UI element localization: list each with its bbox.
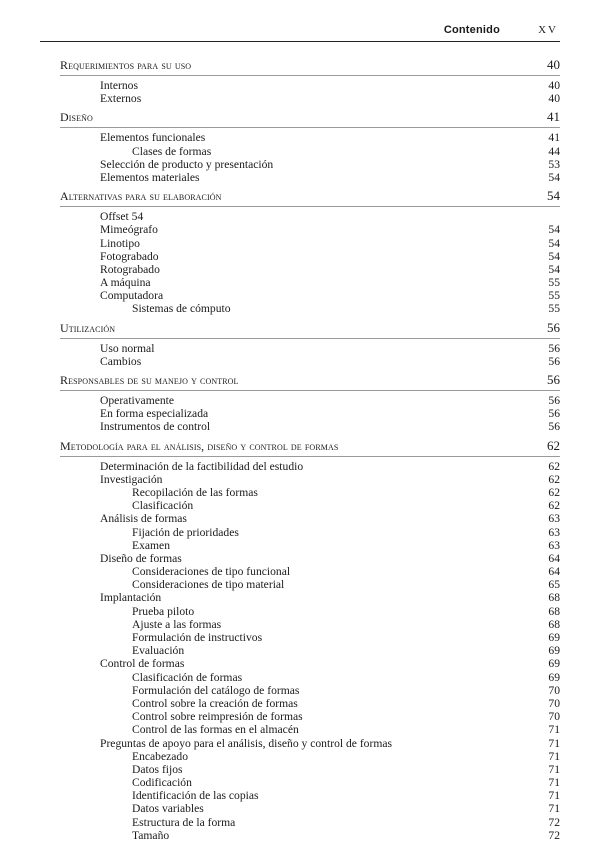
toc-entry[interactable] [60,776,560,789]
toc-entry-label: Tamaño [132,828,170,842]
toc-entry-label: Consideraciones de tipo material [132,578,285,592]
toc-section [60,57,560,105]
toc-page-number: 71 [548,789,560,803]
toc-section-heading[interactable] [60,109,560,125]
toc-entry-label: Sistemas de cómputo [132,302,231,316]
toc-entry[interactable] [60,684,560,697]
toc-page-number: 54 [547,188,560,204]
toc-entry-label: Uso normal [100,341,155,355]
toc-entry[interactable] [60,552,560,565]
toc-entry-label: A máquina [100,276,151,290]
toc-page-number: 71 [548,802,560,816]
running-header [58,22,560,40]
toc-section-title: Diseño [60,110,93,125]
toc-entry-label: Computadora [100,289,164,303]
toc-page-number: 54 [548,262,560,276]
toc-entry-label: Prueba piloto [132,604,195,618]
toc-entry-label: Determinación de la factibilidad del estudio [100,459,304,473]
toc-page-number: 62 [547,437,560,453]
toc-entry-label: Encabezado [132,749,188,763]
toc-page-number: 65 [548,578,560,592]
toc-entry[interactable] [60,420,560,433]
toc-entry-label: Control sobre la creación de formas [132,696,298,710]
toc-entry-label: Cambios [100,354,142,368]
toc-page-number: 71 [548,736,560,750]
toc-section [60,438,560,842]
toc-page-number: 55 [548,276,560,290]
toc-entry[interactable] [60,79,560,92]
toc-page-number: 56 [548,394,560,407]
toc-page-number: 40 [548,79,560,92]
toc-page-number: 69 [548,670,560,684]
toc-entry[interactable] [60,486,560,499]
toc-entry-label: En forma especializada [100,407,209,421]
page-number: XV [538,24,558,36]
toc-entry[interactable] [60,539,560,552]
toc-entry[interactable] [60,526,560,539]
toc-entry-label: Identificación de las copias [132,789,259,803]
toc-page-number: 62 [548,459,560,473]
toc-entry-label: Recopilación de las formas [132,485,258,499]
toc-entry-label: Offset 54 [100,210,144,224]
toc-page-number: 71 [548,723,560,737]
toc-entry[interactable] [60,763,560,776]
toc-entry[interactable] [60,302,560,315]
toc-section-heading[interactable] [60,57,560,73]
toc-entry[interactable] [60,276,560,289]
toc-page-number: 68 [548,617,560,631]
toc-page-number: 54 [548,170,560,184]
running-header-title: Contenido [443,24,500,36]
toc-section-title: Requerimientos para su uso [60,58,192,72]
toc-page-number: 56 [547,372,560,387]
toc-page-number: 62 [548,499,560,513]
toc-page-number: 70 [548,696,560,710]
toc-entry[interactable] [60,355,560,368]
toc-entry-label: Control sobre reimpresión de formas [132,710,303,724]
toc-entry[interactable] [60,394,560,407]
toc-page-number: 72 [548,815,560,829]
toc-entry[interactable] [60,644,560,657]
section-divider [60,127,560,128]
toc-entry[interactable] [60,289,560,302]
toc-entry[interactable] [60,237,560,250]
toc-page-number: 55 [548,289,560,303]
toc-entry-label: Examen [132,538,170,552]
toc-page-number: 71 [548,749,560,763]
toc-entry-label: Datos variables [132,802,204,816]
toc-page-number: 64 [548,551,560,565]
toc-entry-label: Operativamente [100,394,175,407]
toc-entry-label: Ajuste a las formas [132,617,222,631]
toc-entry-label: Estructura de la forma [132,815,236,829]
toc-section [60,188,560,316]
toc-entry[interactable] [60,171,560,184]
toc-page-number: 56 [548,407,560,421]
toc-entry-label: Fotograbado [100,249,159,263]
toc-entry-label: Elementos materiales [100,170,200,184]
toc-section-title: Metodología para el análisis, diseño y control de formas [60,438,339,453]
toc-page-number: 71 [548,776,560,790]
toc-section-heading[interactable] [60,320,560,336]
toc-entry-label: Análisis de formas [100,512,187,526]
toc-entry-label: Implantación [100,591,162,605]
toc-page-number: 72 [548,828,560,842]
toc-page-number: 63 [548,525,560,539]
toc-entry-label: Formulación del catálogo de formas [132,683,300,697]
toc-section [60,320,560,368]
toc-entry[interactable] [60,657,560,670]
toc-entry[interactable] [60,131,560,144]
toc-entry-label: Preguntas de apoyo para el análisis, diseño y control de formas [100,736,393,750]
toc-page-number: 44 [548,144,560,158]
toc-page-number: 69 [548,631,560,644]
toc-section-title: Responsables de su manejo y control [60,373,239,387]
section-divider [60,390,560,391]
toc-entry-label: Investigación [100,472,163,486]
toc-page-number: 69 [548,657,560,671]
toc-page-number: 54 [548,223,560,237]
toc-section-title: Utilización [60,320,116,335]
toc-entry[interactable] [60,407,560,420]
toc-page-number: 56 [548,354,560,368]
header-rule [40,41,560,42]
toc-entry-label: Mimeógrafo [100,223,158,237]
toc-entry-label: Rotograbado [100,262,160,276]
toc-entry[interactable] [60,578,560,591]
toc-entry[interactable] [60,605,560,618]
toc-page-number: 68 [548,591,560,605]
toc-entry[interactable] [60,158,560,171]
toc-page-number: 56 [548,420,560,434]
toc-entry-label: Evaluación [132,644,185,658]
toc-entry[interactable] [60,816,560,829]
toc-entry-label: Instrumentos de control [100,420,211,434]
toc-entry-label: Control de formas [100,657,185,671]
toc-page-number: 55 [548,302,560,316]
toc-entry[interactable] [60,499,560,512]
toc-page-number: 71 [548,762,560,776]
toc-entry[interactable] [60,565,560,578]
toc-entry-label: Linotipo [100,236,140,250]
toc-entry-label: Clasificación [132,499,194,513]
toc-section [60,109,560,184]
toc-entry[interactable] [60,460,560,473]
toc-page-number: 53 [548,157,560,171]
toc-section-title: Alternativas para su elaboración [60,189,222,204]
toc-page-number: 63 [548,538,560,552]
toc-entry[interactable] [60,789,560,802]
toc-entry-label: Fijación de prioridades [132,525,239,539]
section-divider [60,206,560,207]
toc-page-number: 63 [548,512,560,526]
toc-entry-label: Clases de formas [132,144,212,158]
toc-page-number: 54 [548,249,560,263]
toc-entry[interactable] [60,223,560,236]
toc-entry-label: Selección de producto y presentación [100,157,274,171]
toc-entry-label: Codificación [132,776,192,790]
toc-entry[interactable] [60,737,560,750]
toc-entry[interactable] [60,631,560,644]
toc-page-number: 70 [548,710,560,724]
toc-entry[interactable] [60,263,560,276]
toc-entry[interactable] [60,145,560,158]
toc-page-number: 56 [547,319,560,335]
toc-entry[interactable] [60,250,560,263]
toc-entry-label: Internos [100,79,138,92]
toc-page-number: 70 [548,683,560,697]
toc-entry[interactable] [60,618,560,631]
toc-entry-label: Formulación de instructivos [132,631,263,644]
toc-entry-label: Datos fijos [132,762,183,776]
toc-page-number: 40 [547,57,560,72]
toc-entry[interactable] [60,210,560,223]
toc-entry-label: Consideraciones de tipo funcional [132,565,291,579]
table-of-contents [60,57,560,842]
toc-entry[interactable] [60,829,560,842]
toc-entry[interactable] [60,92,560,105]
toc-entry[interactable] [60,512,560,525]
toc-entry[interactable] [60,723,560,736]
toc-entry[interactable] [60,710,560,723]
toc-entry[interactable] [60,591,560,604]
toc-entry[interactable] [60,802,560,815]
toc-section-heading[interactable] [60,188,560,204]
section-divider [60,75,560,76]
toc-entry[interactable] [60,750,560,763]
toc-page-number: 68 [548,604,560,618]
toc-entry[interactable] [60,473,560,486]
toc-section-heading[interactable] [60,372,560,388]
toc-page-number: 69 [548,644,560,658]
toc-page-number: 56 [548,341,560,355]
toc-section-heading[interactable] [60,438,560,454]
toc-page-number: 64 [548,565,560,579]
toc-page-number: 41 [547,109,560,125]
toc-entry[interactable] [60,671,560,684]
toc-page-number: 62 [548,472,560,486]
toc-entry-label: Externos [100,92,142,106]
toc-section [60,372,560,434]
section-divider [60,338,560,339]
toc-page-number: 41 [548,131,560,145]
toc-entry[interactable] [60,342,560,355]
toc-entry-label: Control de las formas en el almacén [132,723,299,737]
toc-entry-label: Diseño de formas [100,551,182,565]
toc-page-number: 40 [548,92,560,106]
section-divider [60,456,560,457]
toc-page-number: 62 [548,485,560,499]
toc-entry-label: Elementos funcionales [100,131,206,145]
toc-entry[interactable] [60,697,560,710]
toc-entry-label: Clasificación de formas [132,670,243,684]
toc-page-number: 54 [548,236,560,250]
